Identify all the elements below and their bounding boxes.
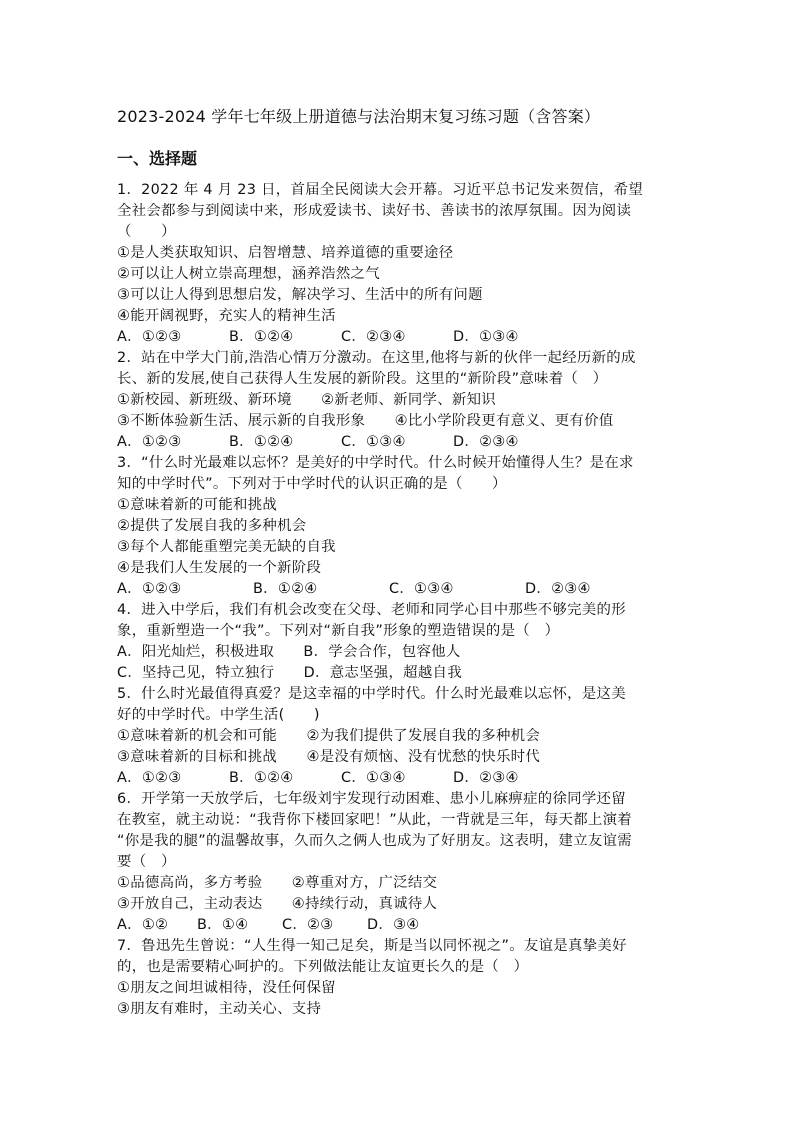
question-line: ②提供了发展自我的多种机会 <box>117 518 307 534</box>
question-line: ④是我们人生发展的一个新阶段 <box>117 560 322 576</box>
option-a: A．①②③ <box>117 434 182 450</box>
answer-options <box>117 432 682 453</box>
question-stem: 6．开学第一天放学后，七年级刘宇发现行动困难、患小儿麻痹症的徐同学还留 <box>117 791 626 807</box>
question-line: ①新校园、新班级、新环境 ②新老师、新同学、新知识 <box>117 392 496 408</box>
document-title: 2023-2024 学年七年级上册道德与法治期末复习练习题（含答案） <box>117 107 601 126</box>
option-d: D．②③④ <box>453 434 519 450</box>
option-a: A．①②③ <box>117 581 182 597</box>
question-line: C．坚持己见，特立独行 D．意志坚强，超越自我 <box>117 665 462 681</box>
option-b: B．①②④ <box>253 581 318 597</box>
question-2 <box>117 348 682 453</box>
question-line: ③每个人都能重塑完美无缺的自我 <box>117 539 336 555</box>
question-line: ①是人类获取知识、启智增慧、培养道德的重要途径 <box>117 245 454 261</box>
question-7 <box>117 936 682 1020</box>
question-line: 好的中学时代。中学生活( ) <box>117 707 320 723</box>
question-stem: 1．2022 年 4 月 23 日，首届全民阅读大会开幕。习近平总书记发来贺信，希望 <box>117 182 644 198</box>
option-d: D．①③④ <box>453 329 519 345</box>
option-a: A．①②③ <box>117 770 182 786</box>
option-b: B．①②④ <box>229 770 294 786</box>
option-b: B．①②④ <box>229 434 294 450</box>
question-line: ③开放自己，主动表达 ④持续行动，真诚待人 <box>117 896 438 912</box>
option-b: B．①②④ <box>229 329 294 345</box>
option-c: C．②③ <box>282 917 334 933</box>
answer-options <box>117 915 682 936</box>
section-heading: 一、选择题 <box>117 149 198 168</box>
question-3 <box>117 453 682 600</box>
option-c: C．①③④ <box>389 581 454 597</box>
question-line: 在教室，就主动说：“我背你下楼回家吧！”从此，一背就是三年，每天都上演着 <box>117 812 632 828</box>
question-line: 长、新的发展,使自己获得人生发展的新阶段。这里的“新阶段”意味着（ ） <box>117 371 608 387</box>
question-line: ③意味着新的目标和挑战 ④是没有烦恼、没有忧愁的快乐时代 <box>117 749 541 765</box>
question-line: 知的中学时代”。下列对于中学时代的认识正确的是（ ） <box>117 476 507 492</box>
question-line: ③不断体验新生活、展示新的自我形象 ④比小学阶段更有意义、更有价值 <box>117 413 614 429</box>
option-d: D．②③④ <box>525 581 591 597</box>
question-stem: 3．“什么时光最难以忘怀？是美好的中学时代。什么时候开始懂得人生？是在求 <box>117 455 634 471</box>
question-line: （ ） <box>117 224 176 240</box>
question-line: “你是我的腿”的温馨故事，久而久之俩人也成为了好朋友。这表明，建立友谊需 <box>117 833 632 849</box>
option-d: D．②③④ <box>453 770 519 786</box>
option-d: D．③④ <box>367 917 420 933</box>
answer-options <box>117 579 682 600</box>
question-line: 全社会都参与到阅读中来，形成爱读书、读好书、善读书的浓厚氛围。因为阅读 <box>117 203 632 219</box>
question-line: ①朋友之间坦诚相待，没任何保留 <box>117 980 336 996</box>
question-stem: 4．进入中学后，我们有机会改变在父母、老师和同学心目中那些不够完美的形 <box>117 602 626 618</box>
question-line: ①意味着新的可能和挑战 <box>117 497 278 513</box>
option-b: B．①④ <box>197 917 249 933</box>
question-1 <box>117 180 682 348</box>
question-line: 要（ ） <box>117 854 176 870</box>
option-a: A．①② <box>117 917 169 933</box>
question-line: 的，也是需要精心呵护的。下列做法能让友谊更长久的是（ ） <box>117 959 529 975</box>
question-stem: 2．站在中学大门前,浩浩心情万分激动。在这里,他将与新的伙伴一起经历新的成 <box>117 350 636 366</box>
option-c: C．①③④ <box>341 770 406 786</box>
answer-options <box>117 327 682 348</box>
question-line: A．阳光灿烂，积极进取 B．学会合作，包容他人 <box>117 644 461 660</box>
question-stem: 5．什么时光最值得真爱？是这幸福的中学时代。什么时光最难以忘怀，是这美 <box>117 686 626 702</box>
question-4 <box>117 600 682 684</box>
question-5 <box>117 684 682 789</box>
question-line: ③可以让人得到思想启发，解决学习、生活中的所有问题 <box>117 287 483 303</box>
question-list <box>117 180 682 1020</box>
question-stem: 7．鲁迅先生曾说：“人生得一知己足矣，斯是当以同怀视之”。友谊是真挚美好 <box>117 938 627 954</box>
question-line: ④能开阔视野，充实人的精神生活 <box>117 308 336 324</box>
question-line: ②可以让人树立崇高理想，涵养浩然之气 <box>117 266 380 282</box>
question-6 <box>117 789 682 936</box>
question-line: ①意味着新的机会和可能 ②为我们提供了发展自我的多种机会 <box>117 728 541 744</box>
option-a: A．①②③ <box>117 329 182 345</box>
question-line: ③朋友有难时，主动关心、支持 <box>117 1001 322 1017</box>
option-c: C．①③④ <box>341 434 406 450</box>
question-line: ①品德高尚，多方考验 ②尊重对方，广泛结交 <box>117 875 438 891</box>
answer-options <box>117 768 682 789</box>
question-line: 象，重新塑造一个“我”。下列对“新自我”形象的塑造错误的是（ ） <box>117 623 560 639</box>
option-c: C．②③④ <box>341 329 406 345</box>
